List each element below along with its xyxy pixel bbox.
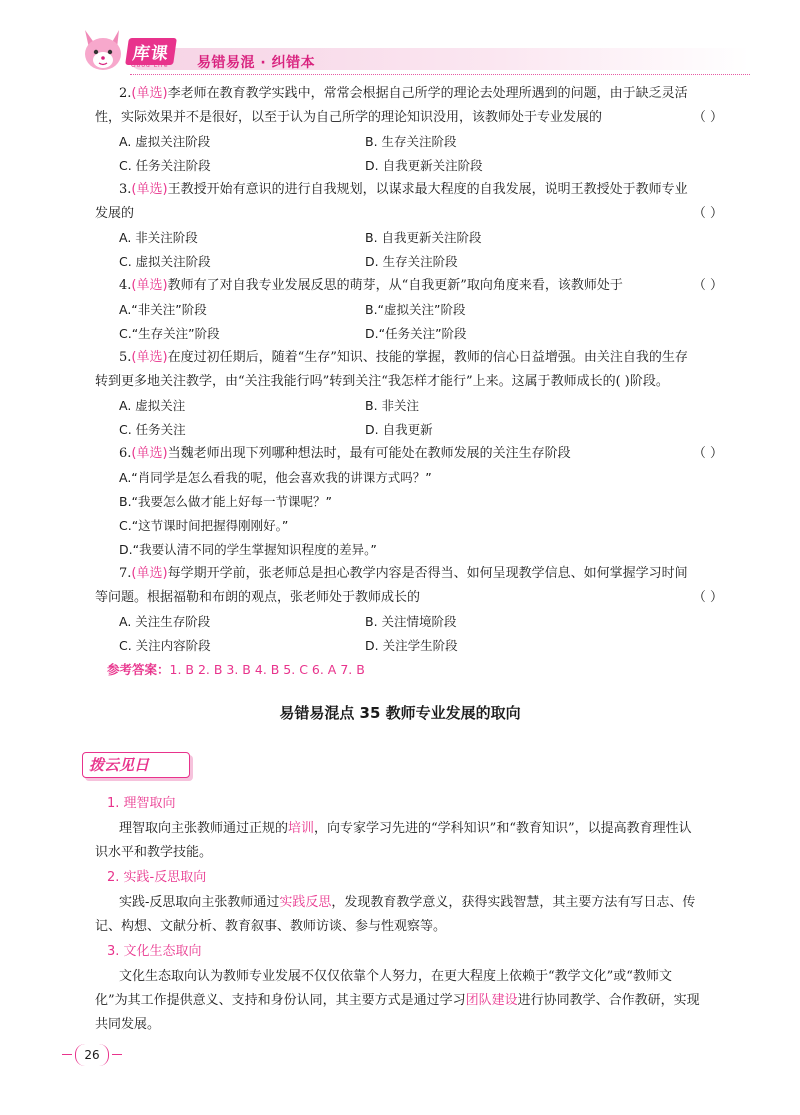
option-row	[95, 610, 735, 634]
option-row	[95, 226, 735, 250]
option-d: D.“我要认清不同的学生掌握知识程度的差异。”	[119, 542, 377, 557]
option-a: A.“肖同学是怎么看我的呢，他会喜欢我的讲课方式吗？”	[119, 470, 432, 485]
orientation-paragraph: 文化生态取向认为教师专业发展不仅仅依靠个人努力，在更大程度上依赖于“教学文化”或“教师文 化”为其工作提供意义、支持和身份认同，其主要方式是通过学习团队建设进行协同教学、合作教研，实现 共同发展。	[95, 969, 700, 1032]
option-d: D. 关注学生阶段	[365, 638, 458, 653]
option-b: B. 生存关注阶段	[365, 134, 457, 149]
option-row	[95, 250, 735, 274]
orientation-heading: 2. 实践-反思取向	[107, 870, 207, 885]
option-d: D. 生存关注阶段	[365, 254, 458, 269]
option-b: B. 关注情境阶段	[365, 614, 457, 629]
option-b: B. 非关注	[365, 398, 420, 413]
option-row	[95, 418, 735, 442]
orientation-paragraph: 理智取向主张教师通过正规的培训，向专家学习先进的“学科知识”和“教育知识”，以提高教育理性认 识水平和教学技能。	[95, 821, 692, 860]
option-row	[95, 634, 735, 658]
question-2: 2.(单选)李老师在教育教学实践中，常常会根据自己所学的理论去处理所遇到的问题，由于缺乏灵活	[119, 86, 688, 101]
brand-subtitle: Good Life	[131, 62, 169, 69]
orientation-list	[95, 791, 735, 1037]
answer-key-values: 1. B 2. B 3. B 4. B 5. C 6. A 7. B	[169, 662, 365, 677]
question-5: 5.(单选)在度过初任期后，随着“生存”知识、技能的掌握，教师的信心日益增强。由关注自我的生存	[119, 350, 688, 365]
option-c: C. 虚拟关注阶段	[119, 254, 211, 269]
option-c: C.“生存关注”阶段	[119, 326, 220, 341]
answer-blank: （ ）	[692, 590, 723, 605]
option-d: D. 自我更新	[365, 422, 433, 437]
orientation-paragraph: 实践-反思取向主张教师通过实践反思，发现教育教学意义，获得实践智慧，其主要方法有写日志、传 记、构想、文献分析、教育叙事、教师访谈、参与性观察等。	[95, 895, 696, 934]
option-b: B. 自我更新关注阶段	[365, 230, 482, 245]
option-d: D.“任务关注”阶段	[365, 326, 467, 341]
answer-key	[95, 658, 735, 682]
option-b: B.“虚拟关注”阶段	[365, 302, 466, 317]
highlight-term: 培训	[288, 821, 315, 836]
question-3: 3.(单选)王教授开始有意识的进行自我规划，以谋求最大程度的自我发展，说明王教授处于教师专业	[119, 182, 688, 197]
answer-blank: （ ）	[692, 110, 723, 125]
option-row	[95, 394, 735, 418]
option-d: D. 自我更新关注阶段	[365, 158, 483, 173]
header-divider	[130, 74, 750, 75]
option-a: A. 非关注阶段	[119, 230, 198, 245]
orientation-heading: 1. 理智取向	[107, 796, 176, 811]
fox-mascot-icon	[75, 22, 131, 78]
question-4: 4.(单选)教师有了对自我专业发展反思的萌芽，从“自我更新”取向角度来看，该教师处于 （ ）	[95, 274, 735, 298]
option-c: C. 关注内容阶段	[119, 638, 211, 653]
page-number: 26	[62, 1044, 122, 1066]
option-row	[95, 322, 735, 346]
section-title: 易错易混点 35 教师专业发展的取向	[279, 704, 521, 722]
highlight-term: 实践反思	[279, 895, 332, 910]
question-list: 2.(单选)李老师在教育教学实践中，常常会根据自己所学的理论去处理所遇到的问题，由于缺乏灵活 性，实际效果并不是很好，以至于认为自己所学的理论知识没用，该教师处于专业发展的 （ ） A. 虚拟关注阶段 B. 生存关注阶段 C. 任务关注阶段 D. 自我更新关注阶段 3.(单选)王教授开始有意识的进行自我规划，以谋求最大程度的自我发展，说明王教授处于教师专业 发展的 （ ） A. 非关注阶段 B. 自我更新关注阶段 C. 虚拟关注阶段 D. 生存关注阶段 4.(单选)教师有了对自我专业发展反思的萌芽，从“自我更新”取向角度来看，该教师处于 （ ） A.“非关注”阶段 B.“虚拟关注”阶段 C.“生存关注”阶段 D.“任务关注”阶段 5.(单选)在度过初任期后，随着“生存”知识、技能的掌握，教师的信心日益增强。由关注自我的生存 转到更多地关注教学，由“关注我能行吗”转到关注“我怎样才能行”上来。这属于教师成长的( )阶段。 A. 虚拟关注 B. 非关注 C. 任务关注 D. 自我更新 6.(单选)当魏老师出现下列哪种想法时，最有可能处在教师发展的关注生存阶段 （ ） A.“肖同学是怎么看我的呢，他会喜欢我的讲课方式吗？” B.“我要怎么做才能上好每一节课呢？” C.“这节课时间把握得刚刚好。” D.“我要认清不同的学生掌握知识程度的差异。” 7.(单选)每学期开学前，张老师总是担心教学内容是否得当、如何呈现教学信息、如何掌握学习时间 等问题。根据福勒和布朗的观点，张老师处于教师成长的 （ ） A. 关注生存阶段 B. 关注情境阶段 C. 关注内容阶段 D. 关注学生阶段 参考答案：1. B 2. B 3. B 4. B 5. C 6. A 7. B	[95, 82, 735, 682]
option-b: B.“我要怎么做才能上好每一节课呢？”	[119, 494, 333, 509]
answer-key-label: 参考答案：	[107, 662, 170, 677]
orientation-heading: 3. 文化生态取向	[107, 944, 202, 959]
option-a: A.“非关注”阶段	[119, 302, 207, 317]
option-a: A. 虚拟关注	[119, 398, 186, 413]
answer-blank: （ ）	[692, 446, 723, 461]
question-type-tag: (单选)	[131, 86, 168, 101]
header-title: 易错易混 · 纠错本	[197, 55, 316, 71]
question-type-tag: (单选)	[131, 446, 168, 461]
answer-blank: （ ）	[692, 278, 723, 293]
page-header	[0, 0, 800, 85]
option-row	[95, 298, 735, 322]
option-c: C. 任务关注阶段	[119, 158, 211, 173]
section-label: 拨云见日	[82, 752, 190, 778]
option-c: C.“这节课时间把握得刚刚好。”	[119, 518, 289, 533]
question-7: 7.(单选)每学期开学前，张老师总是担心教学内容是否得当、如何呈现教学信息、如何掌握学习时间	[119, 566, 688, 581]
highlight-term: 团队建设	[465, 993, 518, 1008]
question-type-tag: (单选)	[131, 278, 168, 293]
option-a: A. 虚拟关注阶段	[119, 134, 211, 149]
brand-logo: 库课	[125, 38, 177, 65]
question-type-tag: (单选)	[131, 566, 168, 581]
option-a: A. 关注生存阶段	[119, 614, 211, 629]
option-row	[95, 154, 735, 178]
option-c: C. 任务关注	[119, 422, 186, 437]
question-type-tag: (单选)	[131, 350, 168, 365]
question-type-tag: (单选)	[131, 182, 168, 197]
question-6: 6.(单选)当魏老师出现下列哪种想法时，最有可能处在教师发展的关注生存阶段 （ ）	[95, 442, 735, 466]
option-row	[95, 130, 735, 154]
answer-blank: （ ）	[692, 206, 723, 221]
